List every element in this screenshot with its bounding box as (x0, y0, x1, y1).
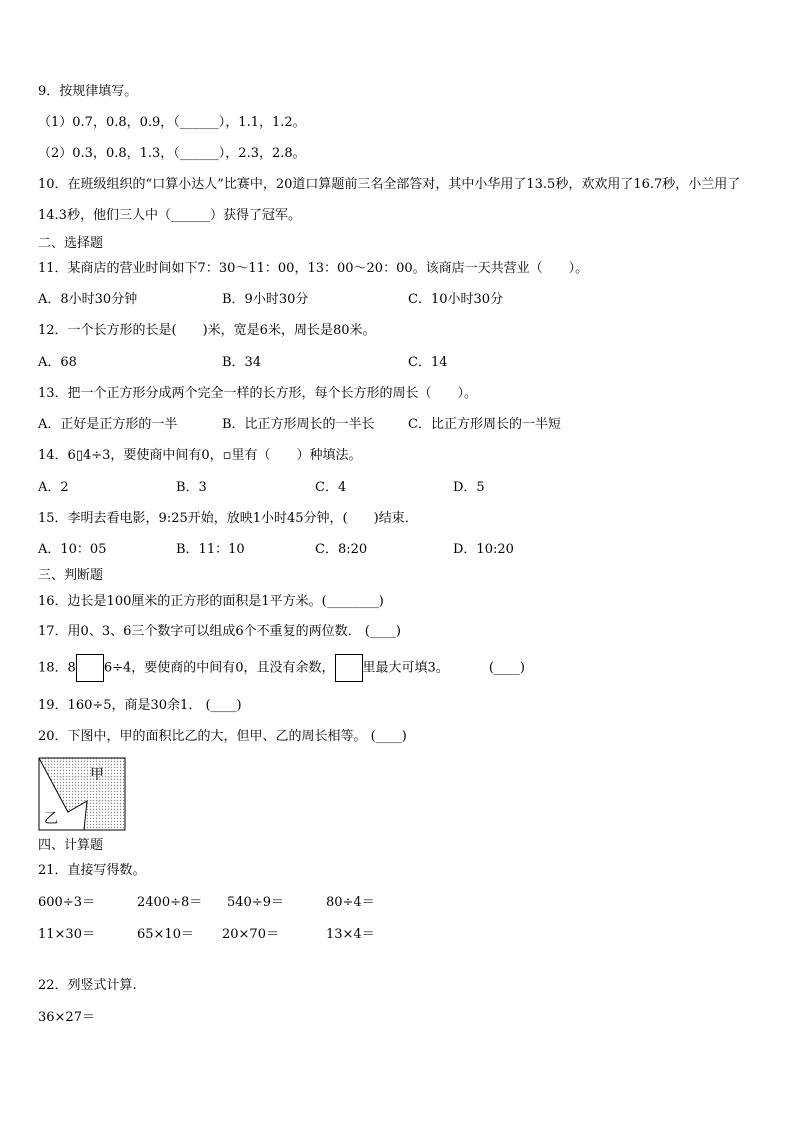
q9-line-2: （2）0.3，0.8，1.3，（______），2.3，2.8。 (38, 146, 306, 161)
q15-option-d: D．10:20 (453, 542, 514, 557)
label-yi: 乙 (44, 811, 58, 827)
q14-stem: 14．6▯4÷3，要使商中间有0，▫里有（ ）种填法。 (38, 448, 362, 463)
q11-option-b: B．9小时30分 (222, 292, 309, 307)
q21-title: 21．直接写得数。 (38, 863, 146, 878)
q18-part-2: 6÷4，要使商的中间有0，且没有余数， (103, 660, 335, 676)
q15-option-b: B．11：10 (176, 542, 245, 557)
q21-r2-c4: 13×4＝ (326, 927, 375, 942)
q18-blank-box-1 (76, 654, 104, 682)
q12-option-b: B．34 (222, 355, 262, 370)
q21-r2-c2: 65×10＝ (137, 927, 194, 942)
q17-text: 17．用0、3、6三个数字可以组成6个不重复的两位数． (____) (38, 624, 401, 639)
q11-stem: 11．某商店的营业时间如下7：30～11：00，13：00～20：00。该商店一天共营业（ ）。 (38, 261, 589, 276)
q15-stem: 15．李明去看电影，9:25开始，放映1小时45分钟，( )结束． (38, 511, 418, 526)
q10-text: 10．在班级组织的“口算小达人”比赛中，20道口算题前三名全部答对，其中小华用了13.5秒，欢欢用了16.7秒，小兰用了14.3秒，他们三人中（______）获得了冠军。 (38, 177, 741, 223)
q14-option-c: C．4 (315, 480, 347, 495)
q9-line-1: （1）0.7，0.8，0.9，（______），1.1，1.2。 (38, 115, 306, 130)
q14-option-d: D．5 (453, 480, 485, 495)
q12-option-a: A．68 (38, 355, 77, 370)
q19-text: 19．160÷5，商是30余1． (____) (38, 698, 242, 713)
section-calc-heading: 四、计算题 (38, 838, 104, 853)
q13-stem: 13．把一个正方形分成两个完全一样的长方形，每个长方形的周长（ ）。 (38, 386, 478, 401)
q18-line (38, 654, 525, 683)
q11-option-a: A．8小时30分钟 (38, 292, 138, 307)
q12-option-c: C．14 (408, 355, 448, 370)
q20-text: 20．下图中，甲的面积比乙的大，但甲、乙的周长相等。 (____) (38, 729, 407, 744)
q21-r2-c3: 20×70＝ (222, 927, 279, 942)
q22-title: 22．列竖式计算. (38, 978, 137, 993)
q15-option-c: C．8:20 (315, 542, 368, 557)
q21-r1-c2: 2400÷8＝ (137, 895, 203, 910)
q15-option-a: A．10：05 (38, 542, 107, 557)
q22-expression: 36×27＝ (38, 1010, 95, 1025)
q12-stem: 12．一个长方形的长是( )米，宽是6米，周长是80米。 (38, 323, 376, 338)
q18-answer-blank: (____) (488, 660, 525, 676)
section-judge-heading: 三、判断题 (38, 568, 104, 583)
q20-figure (38, 757, 126, 831)
q11-option-c: C．10小时30分 (408, 292, 504, 307)
q18-part-3: 里最大可填3。 (362, 660, 449, 676)
q13-option-b: B．比正方形周长的一半长 (222, 417, 375, 432)
q16-text: 16．边长是100厘米的正方形的面积是1平方米。(________) (38, 594, 384, 609)
q21-r2-c1: 11×30＝ (38, 927, 95, 942)
q14-option-a: A．2 (38, 480, 69, 495)
q9-title: 9．按规律填写。 (38, 84, 138, 99)
q14-option-b: B．3 (176, 480, 207, 495)
q21-r1-c3: 540÷9＝ (227, 895, 284, 910)
q18-blank-box-2 (335, 654, 363, 682)
q13-option-c: C．比正方形周长的一半短 (408, 417, 561, 432)
q21-r1-c1: 600÷3＝ (38, 895, 95, 910)
q18-part-1: 18．8 (38, 660, 76, 676)
label-jia: 甲 (90, 767, 104, 783)
section-choice-heading: 二、选择题 (38, 236, 104, 251)
q13-option-a: A．正好是正方形的一半 (38, 417, 178, 432)
q21-r1-c4: 80÷4＝ (326, 895, 375, 910)
